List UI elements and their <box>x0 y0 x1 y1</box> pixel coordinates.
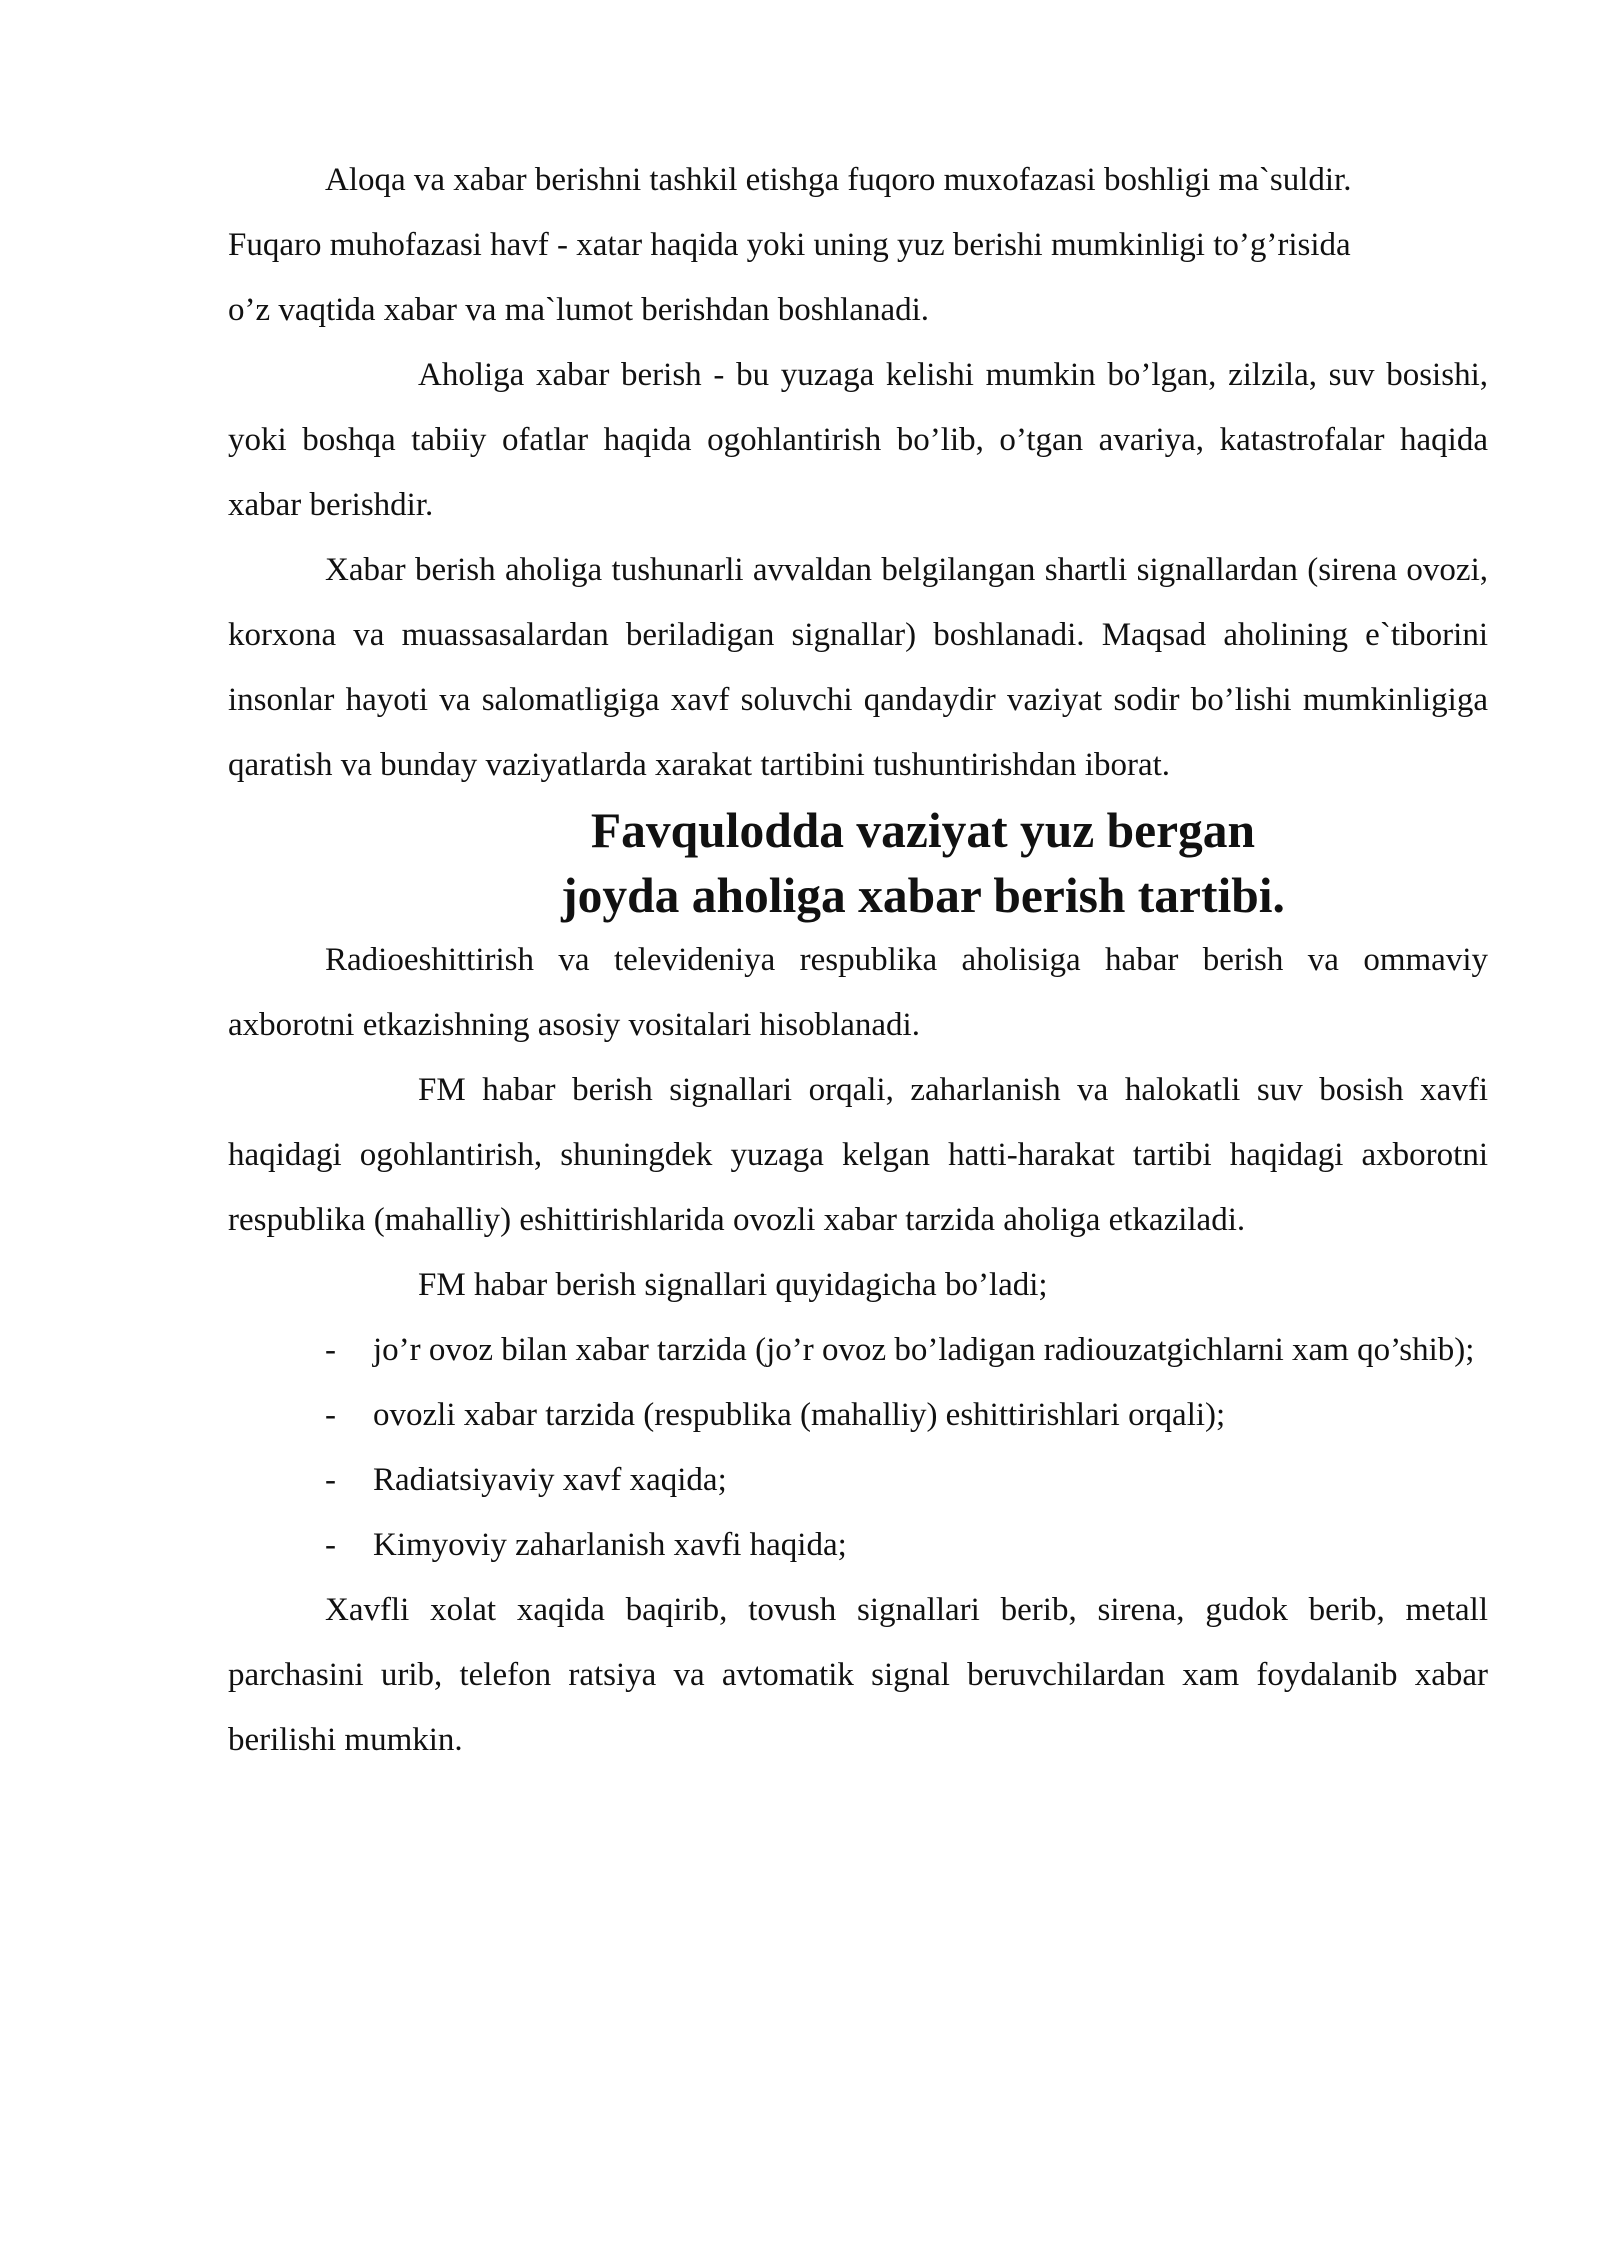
paragraph-population-notification-definition: Aholiga xabar berish - bu yuzaga kelishi mumkin bo’lgan, zilzila, suv bosishi, yoki boshqa tabiiy ofatlar haqida ogohlantirish bo’lib, o’tgan avariya, katastrofalar haqida xabar berishdir. <box>228 357 1488 523</box>
paragraph-danger-alert-methods: Xavfli xolat xaqida baqirib, tovush signallari berib, sirena, gudok berib, metall parchasini urib, telefon ratsiya va avtomatik signal beruvchilardan xam foydalanib xabar berilishi mumkin. <box>228 1592 1488 1758</box>
list-item-text: jo’r ovoz bilan xabar tarzida (jo’r ovoz bo’ladigan radiouzatgichlarni xam qo’shib); <box>373 1332 1475 1368</box>
list-dash: - <box>325 1332 336 1368</box>
list-item <box>228 1383 1488 1448</box>
list-item-text: Kimyoviy zaharlanish xavfi haqida; <box>373 1527 847 1563</box>
paragraph-notification-signals: Xabar berish aholiga tushunarli avvaldan belgilangan shartli signallardan (sirena ovozi, korxona va muassasalardan beriladigan signallar) boshlanadi. Maqsad aholining e`tiborini insonlar hayoti va salomatligiga xavf soluvchi qandaydir vaziyat sodir bo’lishi mumkinligiga qaratish va bunday vaziyatlarda xarakat tartibini tushuntirishdan iborat. <box>228 552 1488 783</box>
list-item-text: ovozli xabar tarzida (respublika (mahalliy) eshittirishlari orqali); <box>373 1397 1226 1433</box>
signals-list <box>228 1318 1488 1578</box>
section-heading-line-1: Favqulodda vaziyat yuz bergan <box>590 803 1256 858</box>
list-dash: - <box>325 1527 336 1563</box>
list-item <box>228 1318 1488 1383</box>
paragraph-communication-organization: Aloqa va xabar berishni tashkil etishga fuqoro muxofazasi boshligi ma`suldir. Fuqaro muhofazasi havf - xatar haqida yoki uning yuz berishi mumkinligi to’g’risida o’z vaqtida xabar va ma`lumot berishdan boshlanadi. <box>228 162 1352 328</box>
paragraph-fm-signals-intro: FM habar berish signallari quyidagicha bo’ladi; <box>418 1267 1048 1303</box>
list-item-text: Radiatsiyaviy xavf xaqida; <box>373 1462 727 1498</box>
list-dash: - <box>325 1462 336 1498</box>
list-item <box>228 1513 1488 1578</box>
list-item <box>228 1448 1488 1513</box>
paragraph-radio-television: Radioeshittirish va televideniya respublika aholisiga habar berish va ommaviy axborotni etkazishning asosiy vositalari hisoblanadi. <box>228 942 1488 1043</box>
list-dash: - <box>325 1397 336 1433</box>
paragraph-fm-signals-warning: FM habar berish signallari orqali, zaharlanish va halokatli suv bosish xavfi haqidagi ogohlantirish, shuningdek yuzaga kelgan hatti-harakat tartibi haqidagi axborotni respublika (mahalliy) eshittirishlarida ovozli xabar tarzida aholiga etkaziladi. <box>228 1072 1488 1238</box>
document-page <box>228 148 1488 1773</box>
section-heading-line-2: joyda aholiga xabar berish tartibi. <box>561 868 1285 923</box>
